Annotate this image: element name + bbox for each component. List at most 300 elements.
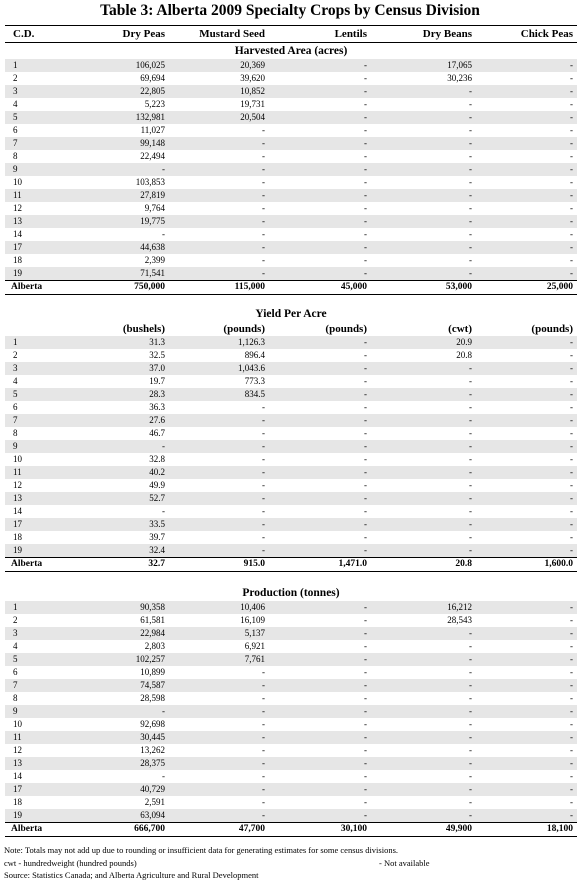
value-cell: - <box>364 337 367 347</box>
value-cell: 132,981 <box>135 112 165 122</box>
value-cell: - <box>262 268 265 278</box>
table-row <box>5 362 577 375</box>
value-cell: 32.8 <box>149 454 165 464</box>
census-division-cell: 6 <box>13 402 18 412</box>
value-cell: - <box>262 242 265 252</box>
value-cell: - <box>469 719 472 729</box>
column-header-dry-peas: Dry Peas <box>122 28 165 40</box>
value-cell: - <box>262 545 265 555</box>
value-cell: - <box>162 706 165 716</box>
value-cell: - <box>364 60 367 70</box>
value-cell: 32.4 <box>149 545 165 555</box>
section-title: Harvested Area (acres) <box>234 45 348 57</box>
value-cell: - <box>162 771 165 781</box>
value-cell: - <box>364 190 367 200</box>
table-row <box>5 241 577 254</box>
value-cell: - <box>469 112 472 122</box>
value-cell: - <box>570 60 573 70</box>
value-cell: - <box>469 480 472 490</box>
census-division-cell: 12 <box>13 203 22 213</box>
total-row <box>5 822 577 837</box>
value-cell: - <box>262 693 265 703</box>
table-row <box>5 453 577 466</box>
column-header-lentils: Lentils <box>334 28 367 40</box>
value-cell: - <box>364 216 367 226</box>
value-cell: - <box>364 255 367 265</box>
total-value: 32.7 <box>148 559 165 569</box>
value-cell: 22,805 <box>140 86 165 96</box>
value-cell: - <box>570 86 573 96</box>
value-cell: - <box>364 415 367 425</box>
table-row <box>5 189 577 202</box>
value-cell: - <box>364 628 367 638</box>
table-row <box>5 375 577 388</box>
total-label: Alberta <box>11 559 43 569</box>
value-cell: - <box>262 177 265 187</box>
value-cell: - <box>364 99 367 109</box>
value-cell: - <box>364 680 367 690</box>
table-row <box>5 783 577 796</box>
value-cell: - <box>570 641 573 651</box>
table-row <box>5 72 577 85</box>
table-row <box>5 349 577 362</box>
value-cell: 5,223 <box>144 99 165 109</box>
census-division-cell: 17 <box>13 242 22 252</box>
value-cell: 20,504 <box>240 112 265 122</box>
census-division-cell: 17 <box>13 519 22 529</box>
table-notes <box>4 844 578 882</box>
value-cell: - <box>469 654 472 664</box>
value-cell: - <box>364 667 367 677</box>
census-division-cell: 6 <box>13 667 18 677</box>
value-cell: 63,094 <box>140 810 165 820</box>
table-row <box>5 479 577 492</box>
census-division-cell: 11 <box>13 190 22 200</box>
value-cell: - <box>364 203 367 213</box>
value-cell: - <box>570 441 573 451</box>
table-row <box>5 705 577 718</box>
value-cell: - <box>262 519 265 529</box>
value-cell: - <box>570 203 573 213</box>
value-cell: - <box>364 532 367 542</box>
census-division-cell: 8 <box>13 151 18 161</box>
census-division-cell: 13 <box>13 216 22 226</box>
value-cell: - <box>570 428 573 438</box>
value-cell: - <box>469 706 472 716</box>
value-cell: - <box>469 216 472 226</box>
census-division-cell: 5 <box>13 112 18 122</box>
value-cell: - <box>364 428 367 438</box>
value-cell: 2,591 <box>144 797 165 807</box>
value-cell: - <box>570 784 573 794</box>
value-cell: - <box>469 441 472 451</box>
table-row <box>5 111 577 124</box>
value-cell: 28,375 <box>140 758 165 768</box>
value-cell: - <box>469 151 472 161</box>
value-cell: - <box>364 73 367 83</box>
value-cell: 17,065 <box>447 60 472 70</box>
unit-label: (pounds) <box>531 323 573 335</box>
table-row <box>5 427 577 440</box>
census-division-cell: 10 <box>13 719 22 729</box>
census-division-cell: 8 <box>13 693 18 703</box>
value-cell: 40.2 <box>149 467 165 477</box>
value-cell: - <box>262 151 265 161</box>
value-cell: 99,148 <box>140 138 165 148</box>
value-cell: - <box>364 506 367 516</box>
value-cell: - <box>262 493 265 503</box>
census-division-cell: 11 <box>13 732 22 742</box>
table-row <box>5 731 577 744</box>
value-cell: - <box>262 810 265 820</box>
value-cell: 1,043.6 <box>238 363 265 373</box>
value-cell: - <box>570 73 573 83</box>
value-cell: - <box>364 441 367 451</box>
total-value: 20.8 <box>455 559 472 569</box>
value-cell: - <box>570 112 573 122</box>
value-cell: 71,541 <box>140 268 165 278</box>
value-cell: 40,729 <box>140 784 165 794</box>
value-cell: - <box>162 441 165 451</box>
table-row <box>5 228 577 241</box>
column-header-cd: C.D. <box>13 28 35 40</box>
value-cell: 10,899 <box>140 667 165 677</box>
value-cell: - <box>469 99 472 109</box>
value-cell: - <box>570 99 573 109</box>
value-cell: - <box>262 138 265 148</box>
table-row <box>5 440 577 453</box>
value-cell: - <box>570 376 573 386</box>
value-cell: - <box>469 415 472 425</box>
table-row <box>5 757 577 770</box>
value-cell: - <box>469 177 472 187</box>
census-division-cell: 18 <box>13 532 22 542</box>
value-cell: - <box>469 797 472 807</box>
value-cell: - <box>570 190 573 200</box>
value-cell: - <box>469 545 472 555</box>
census-division-cell: 2 <box>13 615 18 625</box>
table-row <box>5 653 577 666</box>
section-title: Production (tonnes) <box>242 587 340 599</box>
value-cell: - <box>262 216 265 226</box>
value-cell: - <box>262 680 265 690</box>
value-cell: - <box>570 602 573 612</box>
value-cell: - <box>262 255 265 265</box>
table-row <box>5 59 577 72</box>
value-cell: - <box>570 268 573 278</box>
total-value: 1,471.0 <box>338 559 367 569</box>
value-cell: - <box>469 667 472 677</box>
value-cell: 92,698 <box>140 719 165 729</box>
census-division-cell: 5 <box>13 389 18 399</box>
value-cell: - <box>262 428 265 438</box>
census-division-cell: 1 <box>13 602 18 612</box>
value-cell: 49.9 <box>149 480 165 490</box>
value-cell: - <box>570 402 573 412</box>
value-cell: 28.3 <box>149 389 165 399</box>
value-cell: - <box>570 719 573 729</box>
total-value: 30,100 <box>340 824 367 834</box>
value-cell: - <box>469 467 472 477</box>
value-cell: - <box>364 480 367 490</box>
census-division-cell: 1 <box>13 337 18 347</box>
census-division-cell: 14 <box>13 229 22 239</box>
value-cell: 20,369 <box>240 60 265 70</box>
value-cell: - <box>570 810 573 820</box>
unit-label: (pounds) <box>325 323 367 335</box>
value-cell: - <box>364 693 367 703</box>
table-row <box>5 98 577 111</box>
value-cell: - <box>469 268 472 278</box>
value-cell: 22,494 <box>140 151 165 161</box>
value-cell: - <box>162 164 165 174</box>
value-cell: 834.5 <box>244 389 265 399</box>
value-cell: - <box>364 268 367 278</box>
value-cell: - <box>570 532 573 542</box>
census-division-cell: 10 <box>13 454 22 464</box>
value-cell: - <box>262 402 265 412</box>
value-cell: - <box>469 229 472 239</box>
table-row <box>5 163 577 176</box>
value-cell: - <box>162 506 165 516</box>
census-division-cell: 6 <box>13 125 18 135</box>
census-division-cell: 7 <box>13 680 18 690</box>
source-line: Source: Statistics Canada; and Alberta Agriculture and Rural Development <box>4 870 259 880</box>
value-cell: - <box>469 376 472 386</box>
value-cell: 20.9 <box>456 337 472 347</box>
value-cell: - <box>469 532 472 542</box>
value-cell: 30,236 <box>447 73 472 83</box>
value-cell: - <box>469 493 472 503</box>
value-cell: - <box>570 615 573 625</box>
value-cell: - <box>570 255 573 265</box>
value-cell: - <box>469 203 472 213</box>
value-cell: - <box>469 125 472 135</box>
value-cell: - <box>570 680 573 690</box>
value-cell: - <box>570 519 573 529</box>
value-cell: 16,109 <box>240 615 265 625</box>
value-cell: - <box>364 363 367 373</box>
value-cell: 11,027 <box>140 125 165 135</box>
value-cell: - <box>570 337 573 347</box>
value-cell: - <box>469 164 472 174</box>
value-cell: - <box>364 112 367 122</box>
value-cell: - <box>262 190 265 200</box>
total-row <box>5 280 577 295</box>
section-production <box>5 585 577 837</box>
table-row <box>5 388 577 401</box>
value-cell: 2,803 <box>144 641 165 651</box>
census-division-cell: 2 <box>13 73 18 83</box>
value-cell: - <box>570 151 573 161</box>
value-cell: - <box>570 628 573 638</box>
census-division-cell: 3 <box>13 628 18 638</box>
value-cell: - <box>262 771 265 781</box>
value-cell: 773.3 <box>244 376 265 386</box>
value-cell: - <box>469 758 472 768</box>
value-cell: - <box>262 125 265 135</box>
census-division-cell: 4 <box>13 641 18 651</box>
value-cell: - <box>364 402 367 412</box>
value-cell: - <box>364 641 367 651</box>
value-cell: - <box>570 545 573 555</box>
total-value: 115,000 <box>234 282 265 292</box>
value-cell: - <box>570 350 573 360</box>
total-value: 1,600.0 <box>544 559 573 569</box>
table-row <box>5 770 577 783</box>
table-row <box>5 505 577 518</box>
value-cell: - <box>570 415 573 425</box>
table-row <box>5 336 577 349</box>
value-cell: 9,764 <box>144 203 165 213</box>
value-cell: - <box>262 758 265 768</box>
census-division-cell: 13 <box>13 758 22 768</box>
value-cell: - <box>469 641 472 651</box>
table-row <box>5 401 577 414</box>
value-cell: - <box>469 389 472 399</box>
value-cell: - <box>469 506 472 516</box>
value-cell: - <box>364 784 367 794</box>
census-division-cell: 2 <box>13 350 18 360</box>
value-cell: 61,581 <box>140 615 165 625</box>
value-cell: - <box>570 693 573 703</box>
value-cell: - <box>262 732 265 742</box>
value-cell: - <box>262 506 265 516</box>
section-harvested-area <box>5 43 577 295</box>
value-cell: - <box>364 151 367 161</box>
total-value: 915.0 <box>243 559 265 569</box>
value-cell: 37.0 <box>149 363 165 373</box>
value-cell: - <box>364 376 367 386</box>
census-division-cell: 19 <box>13 810 22 820</box>
value-cell: - <box>570 363 573 373</box>
value-cell: 5,137 <box>244 628 265 638</box>
value-cell: 27,819 <box>140 190 165 200</box>
value-cell: - <box>262 532 265 542</box>
value-cell: - <box>262 745 265 755</box>
value-cell: - <box>262 480 265 490</box>
value-cell: - <box>570 242 573 252</box>
value-cell: - <box>469 190 472 200</box>
census-division-cell: 3 <box>13 363 18 373</box>
table-row <box>5 414 577 427</box>
value-cell: 6,921 <box>244 641 265 651</box>
total-value: 47,700 <box>238 824 265 834</box>
value-cell: - <box>364 602 367 612</box>
value-cell: - <box>364 493 367 503</box>
not-available-legend: - Not available <box>379 857 430 868</box>
census-division-cell: 4 <box>13 99 18 109</box>
value-cell: - <box>364 86 367 96</box>
value-cell: - <box>570 706 573 716</box>
census-division-cell: 3 <box>13 86 18 96</box>
table-row <box>5 254 577 267</box>
value-cell: - <box>364 719 367 729</box>
value-cell: - <box>469 693 472 703</box>
value-cell: - <box>364 138 367 148</box>
value-cell: - <box>262 415 265 425</box>
value-cell: - <box>570 138 573 148</box>
value-cell: - <box>364 732 367 742</box>
census-division-cell: 7 <box>13 138 18 148</box>
value-cell: - <box>364 467 367 477</box>
table-row <box>5 640 577 653</box>
column-header-row <box>5 25 577 43</box>
value-cell: - <box>570 493 573 503</box>
census-division-cell: 18 <box>13 797 22 807</box>
column-header-mustard-seed: Mustard Seed <box>199 28 265 40</box>
table-row <box>5 666 577 679</box>
value-cell: 2,399 <box>144 255 165 265</box>
value-cell: - <box>364 797 367 807</box>
note-line: cwt - hundredweight (hundred pounds) - Not available <box>4 857 430 868</box>
value-cell: - <box>570 654 573 664</box>
column-header-chick-peas: Chick Peas <box>520 28 573 40</box>
value-cell: 44,638 <box>140 242 165 252</box>
value-cell: 10,852 <box>240 86 265 96</box>
table-row <box>5 718 577 731</box>
table-row <box>5 176 577 189</box>
table-row <box>5 601 577 614</box>
value-cell: - <box>469 519 472 529</box>
census-division-cell: 12 <box>13 480 22 490</box>
value-cell: - <box>570 389 573 399</box>
census-division-cell: 9 <box>13 706 18 716</box>
census-division-cell: 19 <box>13 545 22 555</box>
census-division-cell: 5 <box>13 654 18 664</box>
census-division-cell: 1 <box>13 60 18 70</box>
value-cell: - <box>469 363 472 373</box>
table-row <box>5 531 577 544</box>
value-cell: - <box>262 203 265 213</box>
value-cell: - <box>570 758 573 768</box>
total-value: 666,700 <box>134 824 165 834</box>
unit-label: (bushels) <box>122 323 165 335</box>
value-cell: 19,775 <box>140 216 165 226</box>
census-division-cell: 8 <box>13 428 18 438</box>
total-value: 750,000 <box>134 282 165 292</box>
total-row <box>5 557 577 572</box>
value-cell: 7,761 <box>244 654 265 664</box>
units-row <box>5 322 577 336</box>
value-cell: - <box>364 125 367 135</box>
table-row <box>5 124 577 137</box>
table-row <box>5 215 577 228</box>
table-row <box>5 544 577 557</box>
value-cell: 36.3 <box>149 402 165 412</box>
value-cell: - <box>469 745 472 755</box>
value-cell: - <box>364 615 367 625</box>
table-row <box>5 679 577 692</box>
value-cell: - <box>570 732 573 742</box>
value-cell: - <box>364 177 367 187</box>
census-division-cell: 13 <box>13 493 22 503</box>
table-row <box>5 692 577 705</box>
value-cell: 74,587 <box>140 680 165 690</box>
census-division-cell: 11 <box>13 467 22 477</box>
value-cell: - <box>570 667 573 677</box>
value-cell: - <box>262 467 265 477</box>
total-value: 45,000 <box>340 282 367 292</box>
value-cell: - <box>469 242 472 252</box>
value-cell: 28,543 <box>447 615 472 625</box>
value-cell: 32.5 <box>149 350 165 360</box>
census-division-cell: 9 <box>13 164 18 174</box>
value-cell: - <box>469 784 472 794</box>
value-cell: - <box>570 229 573 239</box>
section-title: Yield Per Acre <box>255 308 327 320</box>
census-division-cell: 10 <box>13 177 22 187</box>
